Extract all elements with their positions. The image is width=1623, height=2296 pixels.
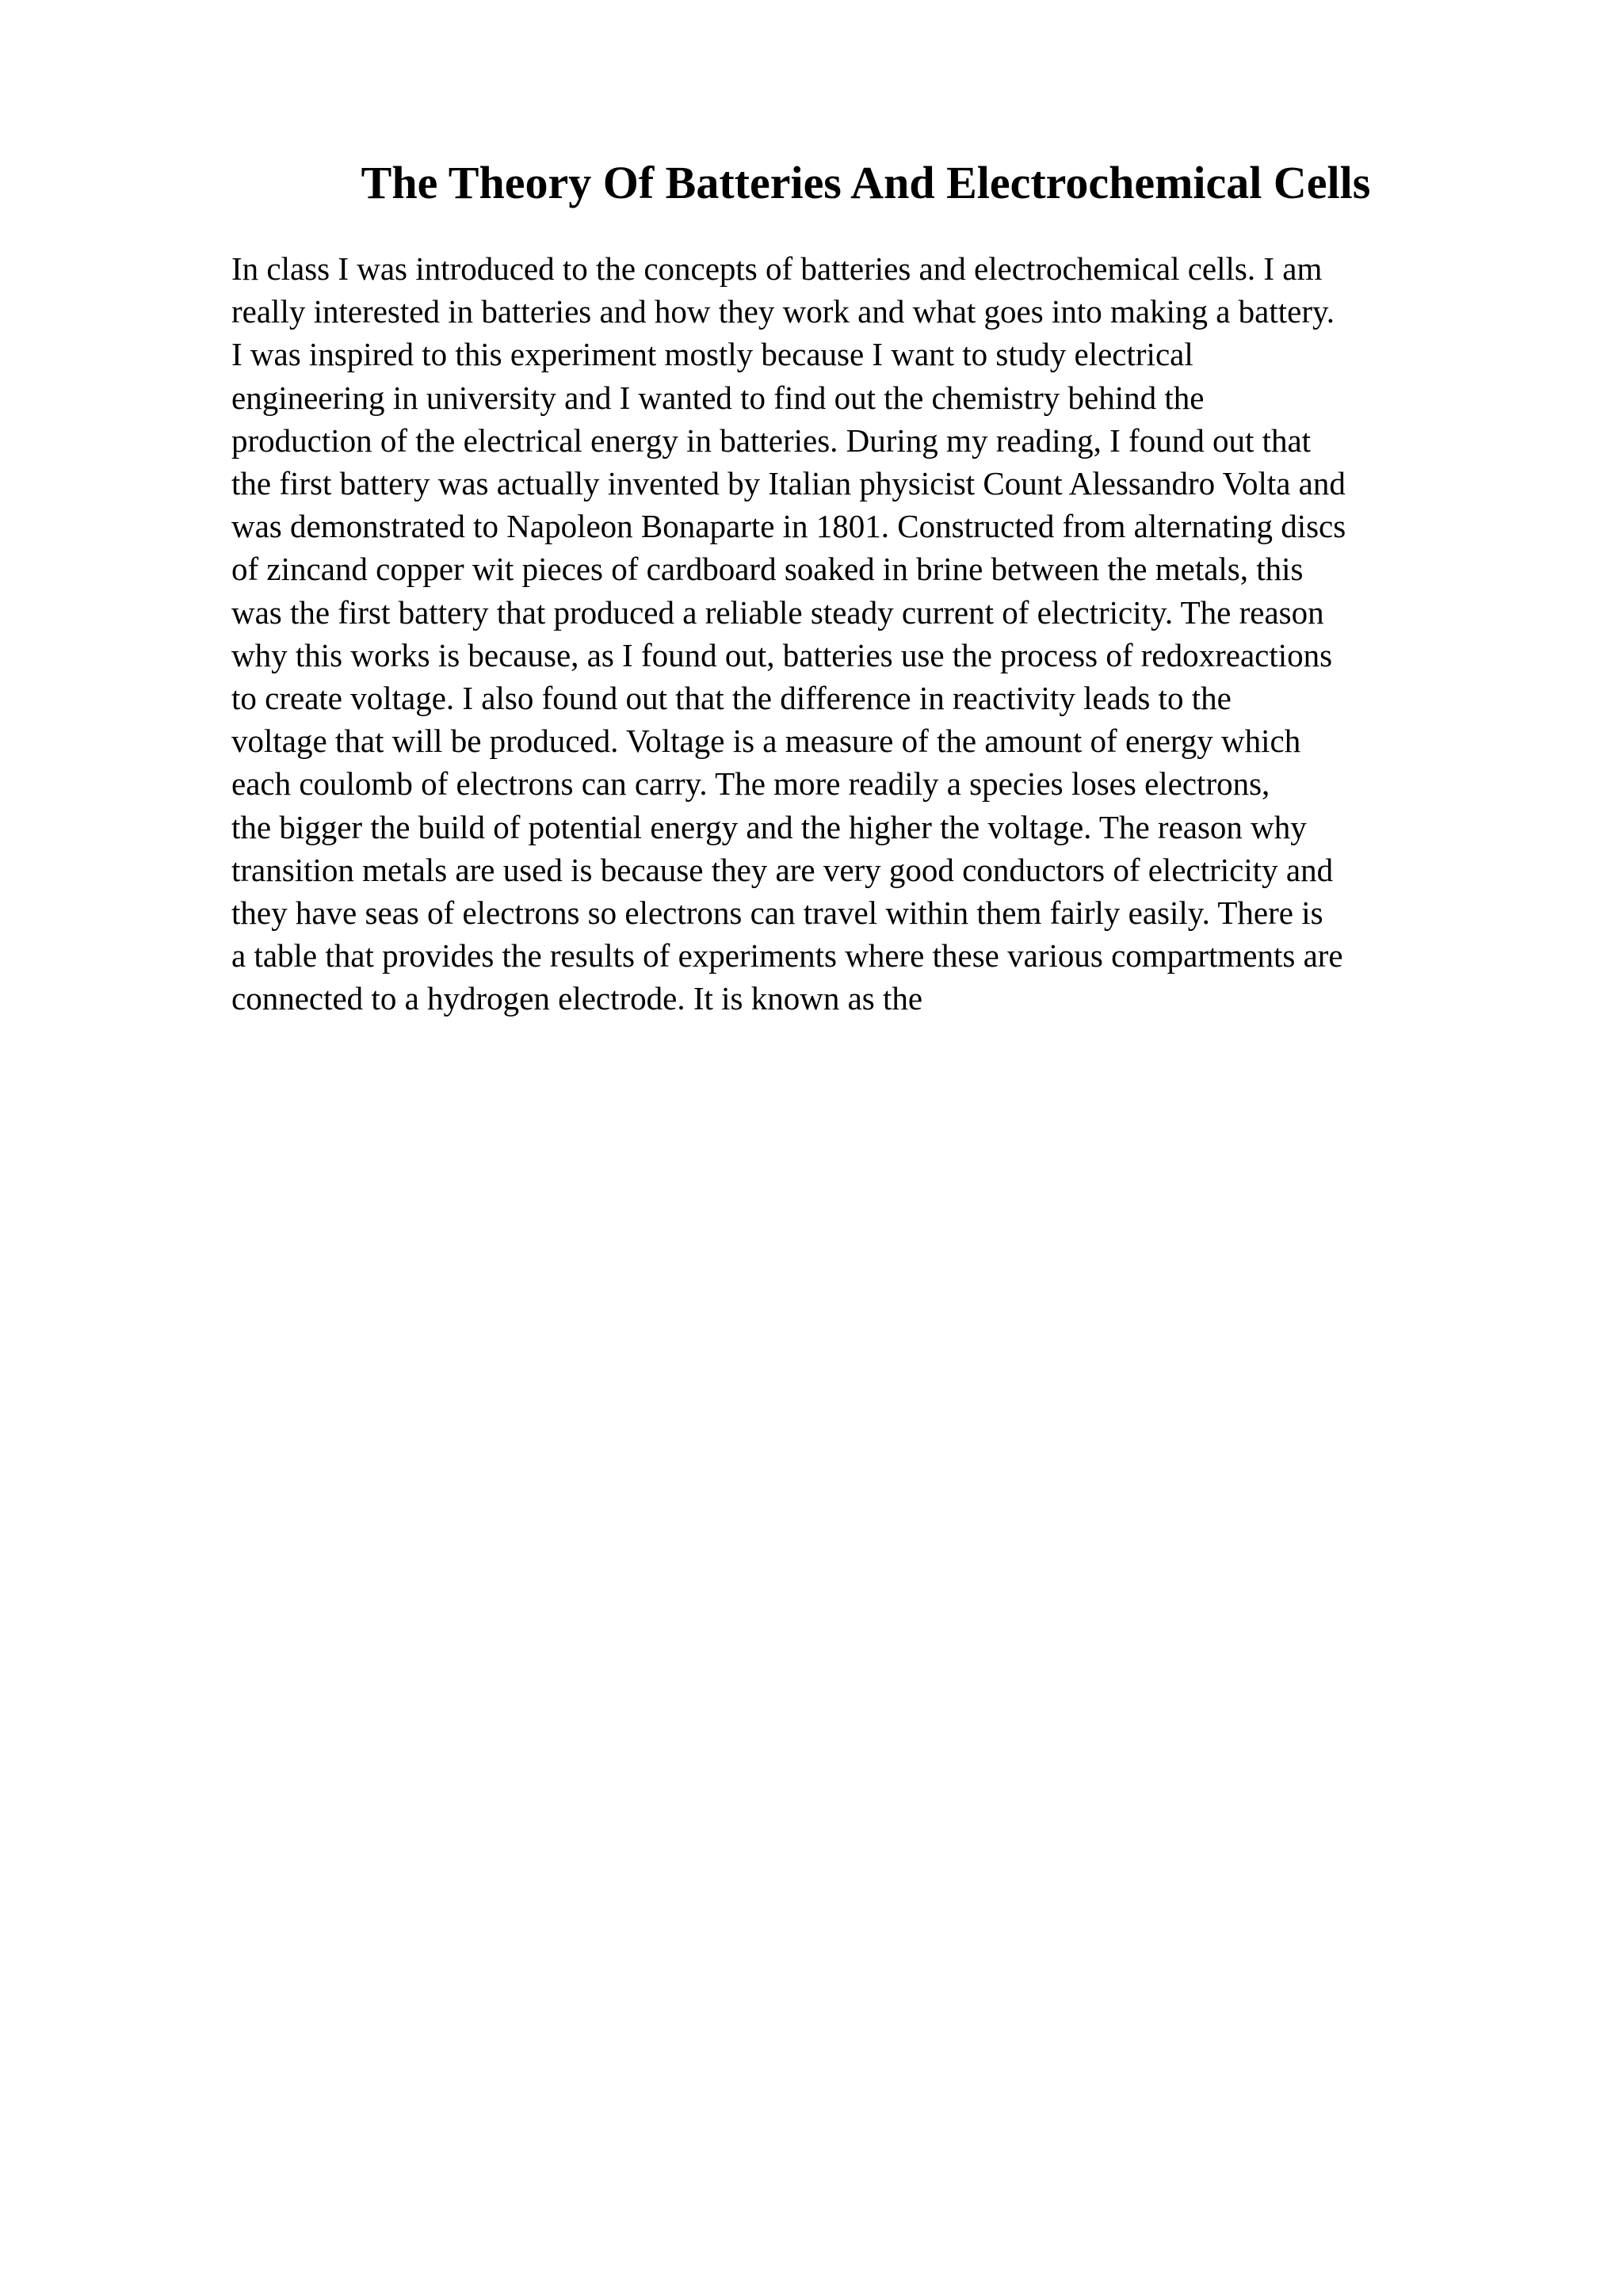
paragraph-line: was the first battery that produced a reliable steady current of electricity. The reason <box>231 593 1324 631</box>
paragraph-line: of zincand copper wit pieces of cardboard soaked in brine between the metals, this <box>231 551 1304 588</box>
paragraph-line: they have seas of electrons so electrons can travel within them fairly easily. There is <box>231 894 1323 932</box>
paragraph-line: production of the electrical energy in batteries. During my reading, I found out that <box>231 421 1312 459</box>
paragraph-line: really interested in batteries and how they work and what goes into making a battery. <box>231 293 1335 330</box>
paragraph-line: the bigger the build of potential energy and the higher the voltage. The reason why <box>231 808 1307 845</box>
document-title: The Theory Of Batteries And Electrochemical Cells <box>361 157 1371 208</box>
paragraph-line: the first battery was actually invented by Italian physicist Count Alessandro Volta and <box>231 465 1346 502</box>
paragraph-line: engineering in university and I wanted to find out the chemistry behind the <box>231 379 1205 416</box>
body-paragraph <box>231 247 1610 1020</box>
paragraph-line: voltage that will be produced. Voltage is a measure of the amount of energy which <box>231 723 1301 760</box>
paragraph-line: I was inspired to this experiment mostly because I want to study electrical <box>231 336 1193 373</box>
paragraph-line: transition metals are used is because they are very good conductors of electricity and <box>231 851 1334 888</box>
paragraph-line: each coulomb of electrons can carry. The more readily a species loses electrons, <box>231 765 1270 803</box>
paragraph-line: was demonstrated to Napoleon Bonaparte in 1801. Constructed from alternating discs <box>231 508 1346 545</box>
paragraph-line: connected to a hydrogen electrode. It is known as the <box>231 980 923 1017</box>
paragraph-line: a table that provides the results of experiments where these various compartments are <box>231 937 1343 974</box>
paragraph-line: In class I was introduced to the concepts of batteries and electrochemical cells. I am <box>231 250 1323 287</box>
paragraph-line: why this works is because, as I found out, batteries use the process of redoxreactions <box>231 636 1333 673</box>
paragraph-line: to create voltage. I also found out that the difference in reactivity leads to the <box>231 680 1232 717</box>
